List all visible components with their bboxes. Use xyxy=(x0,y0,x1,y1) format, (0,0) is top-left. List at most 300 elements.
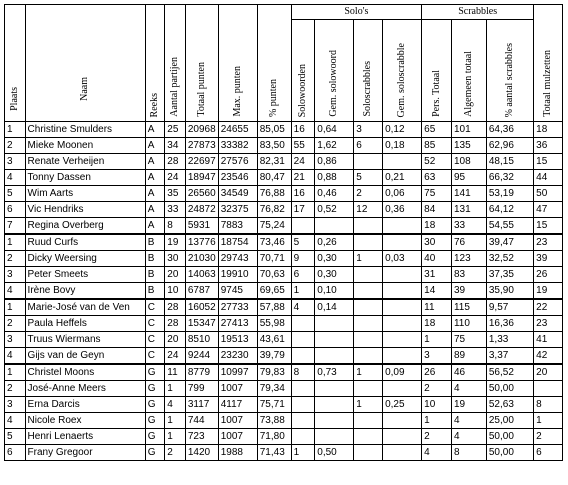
cell-reeks: G xyxy=(145,445,165,461)
cell-max-punten: 27576 xyxy=(218,154,257,170)
cell-naam: Wim Aarts xyxy=(25,186,145,202)
cell-max-punten: 27413 xyxy=(218,316,257,332)
cell-soloscrabbles: 1 xyxy=(354,397,383,413)
cell-reeks: A xyxy=(145,202,165,218)
cell-pct-aantal-scrabbles: 48,15 xyxy=(486,154,533,170)
cell-totaal-mulzetten: 42 xyxy=(534,348,563,365)
cell-max-punten: 24655 xyxy=(218,122,257,138)
cell-pct-punten: 70,63 xyxy=(257,267,291,283)
cell-soloscrabbles xyxy=(354,234,383,251)
cell-totaal-punten: 5931 xyxy=(185,218,218,235)
cell-soloscrabbles xyxy=(354,445,383,461)
cell-aantal-partijen: 33 xyxy=(165,202,186,218)
cell-totaal-mulzetten: 41 xyxy=(534,332,563,348)
table-row xyxy=(5,283,563,300)
cell-totaal-mulzetten: 19 xyxy=(534,283,563,300)
cell-pct-punten: 71,80 xyxy=(257,429,291,445)
col-header-pct-aantal-scrabbles: % aantal scrabbles xyxy=(486,20,533,122)
cell-gem-soloscrabble: 0,18 xyxy=(383,138,422,154)
cell-plaats: 6 xyxy=(5,445,26,461)
cell-gem-soloscrabble xyxy=(383,445,422,461)
cell-naam: Irène Bovy xyxy=(25,283,145,300)
cell-reeks: G xyxy=(145,397,165,413)
cell-totaal-mulzetten: 26 xyxy=(534,267,563,283)
cell-pct-punten: 57,88 xyxy=(257,299,291,316)
cell-totaal-mulzetten: 20 xyxy=(534,364,563,381)
table-row xyxy=(5,381,563,397)
cell-soloscrabbles: 1 xyxy=(354,364,383,381)
cell-aantal-partijen: 10 xyxy=(165,283,186,300)
cell-reeks: B xyxy=(145,251,165,267)
cell-aantal-partijen: 28 xyxy=(165,154,186,170)
cell-pct-punten: 75,71 xyxy=(257,397,291,413)
cell-plaats: 5 xyxy=(5,186,26,202)
cell-totaal-punten: 6787 xyxy=(185,283,218,300)
cell-pct-aantal-scrabbles: 3,37 xyxy=(486,348,533,365)
cell-aantal-partijen: 4 xyxy=(165,397,186,413)
cell-totaal-mulzetten: 23 xyxy=(534,234,563,251)
cell-pct-aantal-scrabbles: 37,35 xyxy=(486,267,533,283)
cell-naam: Marie-José van de Ven xyxy=(25,299,145,316)
col-header-plaats: Plaats xyxy=(5,5,26,122)
cell-plaats: 4 xyxy=(5,283,26,300)
cell-naam: Truus Wiermans xyxy=(25,332,145,348)
cell-soloscrabbles: 1 xyxy=(354,251,383,267)
cell-gem-solowoord: 0,73 xyxy=(315,364,354,381)
cell-pct-punten: 85,05 xyxy=(257,122,291,138)
cell-totaal-punten: 799 xyxy=(185,381,218,397)
cell-pers-totaal: 26 xyxy=(422,364,452,381)
col-header-pers-totaal: Pers. Totaal xyxy=(422,20,452,122)
col-header-max-punten: Max. punten xyxy=(218,5,257,122)
cell-gem-solowoord xyxy=(315,332,354,348)
cell-pct-punten: 70,71 xyxy=(257,251,291,267)
cell-gem-soloscrabble xyxy=(383,316,422,332)
cell-gem-soloscrabble xyxy=(383,283,422,300)
cell-pct-aantal-scrabbles: 56,52 xyxy=(486,364,533,381)
cell-algemeen-totaal: 75 xyxy=(451,332,486,348)
cell-solowoorden: 8 xyxy=(291,364,315,381)
cell-totaal-punten: 14063 xyxy=(185,267,218,283)
cell-soloscrabbles: 12 xyxy=(354,202,383,218)
cell-max-punten: 27733 xyxy=(218,299,257,316)
cell-gem-solowoord: 0,50 xyxy=(315,445,354,461)
cell-naam: Renate Verheijen xyxy=(25,154,145,170)
cell-max-punten: 34549 xyxy=(218,186,257,202)
table-row xyxy=(5,202,563,218)
cell-max-punten: 32375 xyxy=(218,202,257,218)
cell-aantal-partijen: 28 xyxy=(165,299,186,316)
cell-pct-punten: 79,34 xyxy=(257,381,291,397)
table-row xyxy=(5,218,563,235)
cell-pers-totaal: 11 xyxy=(422,299,452,316)
table-row xyxy=(5,348,563,365)
cell-reeks: B xyxy=(145,283,165,300)
cell-pct-aantal-scrabbles: 50,00 xyxy=(486,445,533,461)
cell-solowoorden xyxy=(291,316,315,332)
cell-gem-solowoord: 0,14 xyxy=(315,299,354,316)
cell-algemeen-totaal: 33 xyxy=(451,218,486,235)
cell-pct-aantal-scrabbles: 66,32 xyxy=(486,170,533,186)
cell-soloscrabbles: 5 xyxy=(354,170,383,186)
cell-plaats: 1 xyxy=(5,299,26,316)
cell-naam: Erna Darcis xyxy=(25,397,145,413)
cell-soloscrabbles xyxy=(354,332,383,348)
cell-pers-totaal: 14 xyxy=(422,283,452,300)
cell-plaats: 4 xyxy=(5,348,26,365)
cell-naam: Tonny Dassen xyxy=(25,170,145,186)
cell-solowoorden: 16 xyxy=(291,122,315,138)
cell-aantal-partijen: 1 xyxy=(165,429,186,445)
cell-totaal-punten: 21030 xyxy=(185,251,218,267)
cell-pers-totaal: 75 xyxy=(422,186,452,202)
table-row xyxy=(5,267,563,283)
cell-aantal-partijen: 20 xyxy=(165,332,186,348)
cell-gem-soloscrabble: 0,03 xyxy=(383,251,422,267)
cell-algemeen-totaal: 89 xyxy=(451,348,486,365)
cell-pers-totaal: 1 xyxy=(422,413,452,429)
cell-gem-soloscrabble xyxy=(383,381,422,397)
cell-gem-soloscrabble xyxy=(383,154,422,170)
cell-pers-totaal: 4 xyxy=(422,445,452,461)
table-row xyxy=(5,138,563,154)
cell-totaal-mulzetten: 6 xyxy=(534,445,563,461)
cell-plaats: 2 xyxy=(5,381,26,397)
cell-pers-totaal: 30 xyxy=(422,234,452,251)
cell-max-punten: 18754 xyxy=(218,234,257,251)
table-row xyxy=(5,413,563,429)
cell-naam: Nicole Roex xyxy=(25,413,145,429)
cell-soloscrabbles xyxy=(354,218,383,235)
cell-pct-punten: 76,88 xyxy=(257,186,291,202)
cell-pct-aantal-scrabbles: 32,52 xyxy=(486,251,533,267)
results-table-wrapper xyxy=(4,4,563,461)
cell-totaal-punten: 26560 xyxy=(185,186,218,202)
cell-pct-punten: 71,43 xyxy=(257,445,291,461)
group-header-solos: Solo's xyxy=(291,5,422,20)
cell-algemeen-totaal: 76 xyxy=(451,234,486,251)
cell-aantal-partijen: 11 xyxy=(165,364,186,381)
group-header-scrabbles: Scrabbles xyxy=(422,5,534,20)
cell-max-punten: 10997 xyxy=(218,364,257,381)
cell-pers-totaal: 18 xyxy=(422,316,452,332)
cell-pct-punten: 80,47 xyxy=(257,170,291,186)
cell-naam: Christine Smulders xyxy=(25,122,145,138)
cell-algemeen-totaal: 4 xyxy=(451,429,486,445)
cell-totaal-mulzetten: 23 xyxy=(534,316,563,332)
cell-reeks: A xyxy=(145,138,165,154)
cell-plaats: 2 xyxy=(5,138,26,154)
cell-reeks: A xyxy=(145,170,165,186)
cell-aantal-partijen: 24 xyxy=(165,348,186,365)
cell-solowoorden: 9 xyxy=(291,251,315,267)
cell-solowoorden: 4 xyxy=(291,299,315,316)
cell-max-punten: 19513 xyxy=(218,332,257,348)
cell-pct-punten: 43,61 xyxy=(257,332,291,348)
cell-pct-punten: 79,83 xyxy=(257,364,291,381)
cell-soloscrabbles xyxy=(354,429,383,445)
cell-aantal-partijen: 24 xyxy=(165,170,186,186)
cell-totaal-punten: 27873 xyxy=(185,138,218,154)
cell-soloscrabbles xyxy=(354,381,383,397)
cell-pers-totaal: 63 xyxy=(422,170,452,186)
table-row xyxy=(5,122,563,138)
cell-totaal-mulzetten: 15 xyxy=(534,218,563,235)
cell-pers-totaal: 10 xyxy=(422,397,452,413)
cell-totaal-punten: 723 xyxy=(185,429,218,445)
cell-plaats: 3 xyxy=(5,397,26,413)
cell-algemeen-totaal: 4 xyxy=(451,413,486,429)
cell-aantal-partijen: 2 xyxy=(165,445,186,461)
col-header-solowoorden: Solowoorden xyxy=(291,20,315,122)
cell-gem-solowoord xyxy=(315,316,354,332)
cell-aantal-partijen: 34 xyxy=(165,138,186,154)
cell-algemeen-totaal: 115 xyxy=(451,299,486,316)
cell-solowoorden: 55 xyxy=(291,138,315,154)
col-header-gem-solowoord: Gem. solowoord xyxy=(315,20,354,122)
cell-algemeen-totaal: 46 xyxy=(451,364,486,381)
cell-totaal-punten: 8510 xyxy=(185,332,218,348)
cell-soloscrabbles xyxy=(354,348,383,365)
cell-pers-totaal: 65 xyxy=(422,122,452,138)
cell-algemeen-totaal: 123 xyxy=(451,251,486,267)
cell-pct-aantal-scrabbles: 50,00 xyxy=(486,429,533,445)
cell-totaal-punten: 18947 xyxy=(185,170,218,186)
cell-pct-aantal-scrabbles: 35,90 xyxy=(486,283,533,300)
cell-plaats: 1 xyxy=(5,122,26,138)
cell-algemeen-totaal: 8 xyxy=(451,445,486,461)
table-row xyxy=(5,170,563,186)
cell-pers-totaal: 1 xyxy=(422,332,452,348)
table-row xyxy=(5,154,563,170)
cell-solowoorden: 5 xyxy=(291,234,315,251)
cell-gem-solowoord xyxy=(315,413,354,429)
cell-naam: Gijs van de Geyn xyxy=(25,348,145,365)
cell-pers-totaal: 40 xyxy=(422,251,452,267)
cell-max-punten: 9745 xyxy=(218,283,257,300)
cell-gem-soloscrabble xyxy=(383,332,422,348)
cell-solowoorden: 17 xyxy=(291,202,315,218)
cell-totaal-mulzetten: 22 xyxy=(534,299,563,316)
cell-naam: Henri Lenaerts xyxy=(25,429,145,445)
cell-pct-aantal-scrabbles: 64,36 xyxy=(486,122,533,138)
cell-pct-aantal-scrabbles: 16,36 xyxy=(486,316,533,332)
cell-gem-solowoord: 0,64 xyxy=(315,122,354,138)
cell-gem-soloscrabble xyxy=(383,429,422,445)
cell-totaal-punten: 3117 xyxy=(185,397,218,413)
col-header-pct-punten: % punten xyxy=(257,5,291,122)
cell-totaal-mulzetten: 15 xyxy=(534,154,563,170)
cell-naam: Paula Heffels xyxy=(25,316,145,332)
cell-algemeen-totaal: 19 xyxy=(451,397,486,413)
cell-plaats: 3 xyxy=(5,332,26,348)
cell-solowoorden: 1 xyxy=(291,283,315,300)
cell-plaats: 1 xyxy=(5,234,26,251)
cell-gem-soloscrabble xyxy=(383,299,422,316)
cell-pct-punten: 76,82 xyxy=(257,202,291,218)
cell-gem-soloscrabble: 0,21 xyxy=(383,170,422,186)
cell-reeks: G xyxy=(145,364,165,381)
cell-solowoorden xyxy=(291,413,315,429)
cell-max-punten: 1007 xyxy=(218,381,257,397)
cell-soloscrabbles xyxy=(354,283,383,300)
cell-soloscrabbles xyxy=(354,267,383,283)
cell-aantal-partijen: 28 xyxy=(165,316,186,332)
cell-reeks: C xyxy=(145,332,165,348)
cell-pers-totaal: 18 xyxy=(422,218,452,235)
cell-aantal-partijen: 30 xyxy=(165,251,186,267)
cell-pers-totaal: 2 xyxy=(422,381,452,397)
cell-plaats: 4 xyxy=(5,170,26,186)
cell-algemeen-totaal: 95 xyxy=(451,170,486,186)
cell-pct-punten: 69,65 xyxy=(257,283,291,300)
cell-solowoorden: 16 xyxy=(291,186,315,202)
cell-totaal-punten: 20968 xyxy=(185,122,218,138)
cell-pct-aantal-scrabbles: 50,00 xyxy=(486,381,533,397)
cell-pct-aantal-scrabbles: 62,96 xyxy=(486,138,533,154)
cell-algemeen-totaal: 4 xyxy=(451,381,486,397)
cell-plaats: 5 xyxy=(5,429,26,445)
cell-totaal-punten: 15347 xyxy=(185,316,218,332)
cell-gem-soloscrabble: 0,09 xyxy=(383,364,422,381)
cell-reeks: C xyxy=(145,348,165,365)
cell-gem-solowoord: 0,52 xyxy=(315,202,354,218)
cell-totaal-mulzetten: 47 xyxy=(534,202,563,218)
cell-pers-totaal: 3 xyxy=(422,348,452,365)
cell-pct-aantal-scrabbles: 1,33 xyxy=(486,332,533,348)
header-row-top xyxy=(5,5,563,20)
cell-totaal-punten: 8779 xyxy=(185,364,218,381)
cell-solowoorden: 6 xyxy=(291,267,315,283)
cell-solowoorden xyxy=(291,397,315,413)
cell-reeks: B xyxy=(145,267,165,283)
col-header-soloscrabbles: Soloscrabbles xyxy=(354,20,383,122)
cell-pers-totaal: 31 xyxy=(422,267,452,283)
cell-pct-aantal-scrabbles: 9,57 xyxy=(486,299,533,316)
cell-algemeen-totaal: 83 xyxy=(451,267,486,283)
cell-gem-soloscrabble xyxy=(383,218,422,235)
cell-pct-aantal-scrabbles: 64,12 xyxy=(486,202,533,218)
results-body xyxy=(5,122,563,461)
cell-max-punten: 7883 xyxy=(218,218,257,235)
cell-totaal-mulzetten xyxy=(534,381,563,397)
cell-totaal-mulzetten: 1 xyxy=(534,413,563,429)
cell-naam: Frany Gregoor xyxy=(25,445,145,461)
col-header-algemeen-totaal: Algemeen totaal xyxy=(451,20,486,122)
cell-gem-soloscrabble: 0,06 xyxy=(383,186,422,202)
cell-gem-soloscrabble: 0,36 xyxy=(383,202,422,218)
cell-solowoorden: 21 xyxy=(291,170,315,186)
cell-totaal-mulzetten: 44 xyxy=(534,170,563,186)
cell-gem-solowoord xyxy=(315,218,354,235)
cell-algemeen-totaal: 110 xyxy=(451,316,486,332)
cell-algemeen-totaal: 131 xyxy=(451,202,486,218)
cell-aantal-partijen: 8 xyxy=(165,218,186,235)
table-row xyxy=(5,397,563,413)
cell-pct-punten: 73,46 xyxy=(257,234,291,251)
cell-solowoorden xyxy=(291,429,315,445)
cell-totaal-mulzetten: 39 xyxy=(534,251,563,267)
cell-pct-punten: 39,79 xyxy=(257,348,291,365)
cell-reeks: A xyxy=(145,218,165,235)
cell-max-punten: 4117 xyxy=(218,397,257,413)
cell-gem-soloscrabble: 0,25 xyxy=(383,397,422,413)
cell-max-punten: 1007 xyxy=(218,413,257,429)
cell-soloscrabbles xyxy=(354,299,383,316)
cell-pct-aantal-scrabbles: 53,19 xyxy=(486,186,533,202)
cell-max-punten: 1988 xyxy=(218,445,257,461)
cell-reeks: B xyxy=(145,234,165,251)
cell-max-punten: 23230 xyxy=(218,348,257,365)
cell-aantal-partijen: 1 xyxy=(165,413,186,429)
cell-totaal-punten: 13776 xyxy=(185,234,218,251)
cell-aantal-partijen: 35 xyxy=(165,186,186,202)
cell-plaats: 1 xyxy=(5,364,26,381)
cell-gem-solowoord: 0,86 xyxy=(315,154,354,170)
cell-algemeen-totaal: 141 xyxy=(451,186,486,202)
cell-totaal-mulzetten: 50 xyxy=(534,186,563,202)
cell-algemeen-totaal: 101 xyxy=(451,122,486,138)
cell-naam: Mieke Moonen xyxy=(25,138,145,154)
cell-algemeen-totaal: 135 xyxy=(451,138,486,154)
cell-pct-aantal-scrabbles: 54,55 xyxy=(486,218,533,235)
cell-reeks: A xyxy=(145,122,165,138)
cell-gem-solowoord: 1,62 xyxy=(315,138,354,154)
table-row xyxy=(5,186,563,202)
cell-totaal-punten: 1420 xyxy=(185,445,218,461)
cell-totaal-punten: 24872 xyxy=(185,202,218,218)
cell-gem-soloscrabble: 0,12 xyxy=(383,122,422,138)
cell-totaal-mulzetten: 2 xyxy=(534,429,563,445)
cell-totaal-punten: 744 xyxy=(185,413,218,429)
cell-naam: José-Anne Meers xyxy=(25,381,145,397)
cell-pers-totaal: 2 xyxy=(422,429,452,445)
cell-reeks: C xyxy=(145,299,165,316)
cell-solowoorden: 1 xyxy=(291,445,315,461)
cell-naam: Peter Smeets xyxy=(25,267,145,283)
cell-pct-punten: 73,88 xyxy=(257,413,291,429)
cell-gem-solowoord: 0,30 xyxy=(315,267,354,283)
cell-naam: Christel Moons xyxy=(25,364,145,381)
cell-aantal-partijen: 20 xyxy=(165,267,186,283)
cell-plaats: 3 xyxy=(5,267,26,283)
cell-algemeen-totaal: 108 xyxy=(451,154,486,170)
table-row xyxy=(5,234,563,251)
cell-max-punten: 33382 xyxy=(218,138,257,154)
cell-pct-punten: 82,31 xyxy=(257,154,291,170)
cell-aantal-partijen: 25 xyxy=(165,122,186,138)
cell-aantal-partijen: 19 xyxy=(165,234,186,251)
cell-soloscrabbles xyxy=(354,154,383,170)
cell-gem-solowoord xyxy=(315,381,354,397)
cell-reeks: G xyxy=(145,413,165,429)
table-row xyxy=(5,429,563,445)
cell-gem-soloscrabble xyxy=(383,267,422,283)
table-row xyxy=(5,445,563,461)
cell-reeks: A xyxy=(145,186,165,202)
cell-pct-aantal-scrabbles: 39,47 xyxy=(486,234,533,251)
cell-reeks: A xyxy=(145,154,165,170)
cell-solowoorden xyxy=(291,348,315,365)
cell-plaats: 3 xyxy=(5,154,26,170)
cell-aantal-partijen: 1 xyxy=(165,381,186,397)
cell-pers-totaal: 85 xyxy=(422,138,452,154)
table-row xyxy=(5,251,563,267)
cell-gem-soloscrabble xyxy=(383,413,422,429)
table-row xyxy=(5,316,563,332)
cell-gem-soloscrabble xyxy=(383,234,422,251)
cell-plaats: 2 xyxy=(5,316,26,332)
